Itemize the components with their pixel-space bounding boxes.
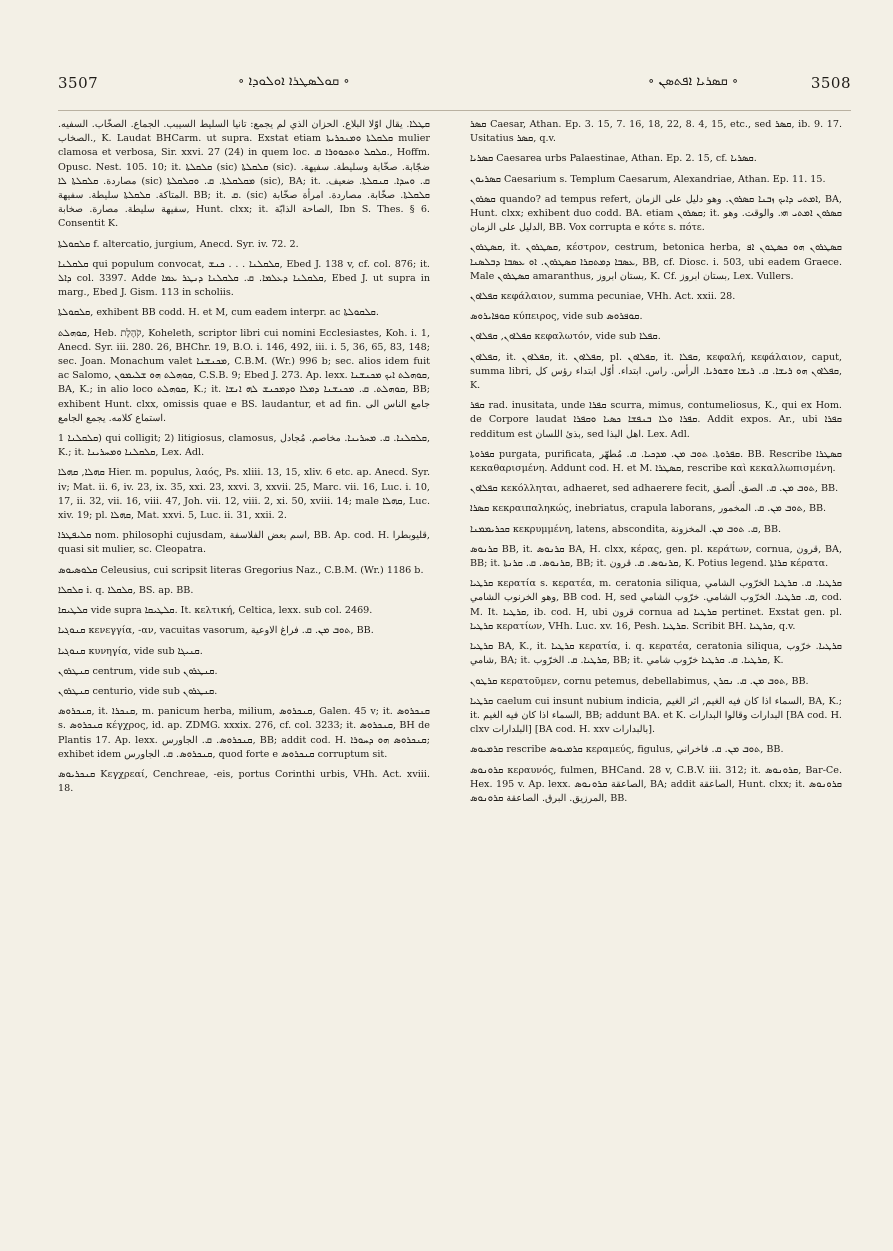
dictionary-entry <box>58 564 430 578</box>
header-divider <box>58 110 851 111</box>
dictionary-entry <box>470 482 842 496</box>
dictionary-entry <box>58 327 430 426</box>
dictionary-entry <box>58 624 430 638</box>
dictionary-entry <box>470 502 842 516</box>
dictionary-entry <box>470 173 842 187</box>
entry-text: ܩܦܠܐܘܢ, it. ܩܦܠܐܘܢ, it. ܩܦܠܐܘܢ, pl. ܩܦܠܐܘܢ, it. ܩܦܠܐ, κεφαλή, κεφάλαιον, caput, summa libri, ܩܦܠܐܘܢ ܗܘ ܪܝܫܐ. ܩ. ܪܝܫܐ ܘܫܘܪܝܐ. الرأس. راس. ابتداء. أوّل ابتداء رؤس كل, K. <box>470 351 842 392</box>
entry-text: ܩܪܛܘܢ κερατοῦμεν, cornu petemus, debellabimus, ܬܘܒ ܡܢ. ܩ. ܢܩܪܢ, BB. <box>470 675 809 687</box>
entry-text: ܩܦܠܐܘܢ, ܩܦܠܐܘܢ κεφαλωτόν, vide sub ܩܦܠܐ. <box>470 331 661 343</box>
page-number-right: 3508 <box>810 74 851 92</box>
entry-text: ܩܣܛܪܘܢ, it. ܩܣܛܪܘܢ, κέστρον, cestrum, betonica herba, ܩܣܛܪܘܢ ܗܘ ܟܣܛܘܢ ܐܦ ܥܣܒܐ ܕܡܬܩܪܐ ܩܣܛܪܘܢ. ܐܘ ܥܣܒܐ ܕܒܠܣܢܐ, BB, cf. Diosc. i. 503, ubi eadem Graece. Male ܩܣܛܪܘܢ amaranthus, بستان ابروز, K. Cf. بستان ابروز, Lex. Vullers. <box>470 242 842 282</box>
dictionary-entry <box>58 645 430 659</box>
entry-text: ܩܟܪܝܡܡܢܐ κεκρυμμένη, latens, abscondita, ܩ. ܬܘܒ ܡܢ. المخزونة, BB. <box>470 523 782 535</box>
dictionary-entry <box>470 399 842 442</box>
dictionary-entry <box>470 193 842 236</box>
dictionary-entry <box>58 466 430 523</box>
running-title-left: ∘ ܩܘܠܣܛܪܐ ܐܘܠܘܕܐ ∘ <box>238 74 350 89</box>
entry-text: ܩܘܦܐܝܪܘܣ κύπειρος, vide sub ܩܘܦܪܘܣ. <box>470 311 643 323</box>
dictionary-entry <box>470 743 842 757</box>
entry-text: ܩܪܛܝܐ κερατία s. κερατέα, m. ceratonia siliqua, ܩܪܛܝܐ. ܩ. ܩܪܛܝܐ الخرّوب الشامي وهو الخرنوب الشامي, BB cod. H, sed ܩ. ܩܪܛܝܐ. الخرّوب الشامي. خرّوب الشامي, cod. M. It. ܩܪܛܝܐ, ib. cod. H, ubi قرون cornua ad ܩܪܛܝܐ pertinet. Exstat gen. pl. ܩܪܛܝܐ κερατίων, VHh. Luc. xv. 16, Pesh. ܩܪܛܝܐ. Scribit BH. ܩܪܛܝܐ, q.v. <box>470 578 842 632</box>
entry-text: ܩܣܪܝܘܢ Caesarium s. Templum Caesarum, Alexandriae, Athan. Ep. 11. 15. <box>470 173 826 185</box>
entry-text: ܩܠܩܠܐ i. q. ܩܠܩܠܐ, BS. ap. BB. <box>58 584 194 596</box>
dictionary-entry <box>470 543 842 571</box>
entry-text: ܩܢܛܪܘܢ centrum, vide sub ܩܢܛܪܘܢ. <box>58 665 218 677</box>
left-column <box>58 118 430 1228</box>
entry-text: ܩܦܠܐܘܢ κεκόλληται, adhaeret, sed adhaerere fecit, ܬܘܒ ܡܢ. ܩ. الصق. ألصق, BB. <box>470 483 839 495</box>
dictionary-entry <box>58 238 430 252</box>
dictionary-entry <box>58 685 430 699</box>
right-column <box>470 118 842 1228</box>
entry-text: ܩܠܘܣܝܘܣ Celeusius, cui scripsit literas Gregorius Naz., C.B.M. (Wr.) 1186 b. <box>58 564 424 576</box>
dictionary-entry <box>58 705 430 762</box>
entry-text: ܩܢܘܓܝܐ κενεγγία, -αν, vacuitas vasorum, ܬܘܒ ܡܢ. ܩ. فراغ الاوعية, BB. <box>58 625 374 637</box>
entry-text: ܩܗܠܐ, ܩܗܠܐ Hier. m. populus, λαός, Ps. xliii. 13, 15, xliv. 6 etc. ap. Anecd. Syr. iv; Mat. ii. 6, iv. 23, ix. 35, xxi. 23, xxvi. 3, xxvii. 25, Marc. vii. 16, Luc. i. 10, 17, ii. 32, vii. 16, viii. 47, Joh. vii. 12, viii. 2, xi. 50, xviii. 14; male ܩܗܠܐ, Luc. xiv. 19; pl. ܩܗܠܐ, Mat. xxvi. 5, Luc. ii. 31, xxii. 2. <box>58 467 430 522</box>
dictionary-entry <box>470 764 842 807</box>
entry-text: ܩܢܟܪܝܘܣ Κεγχρεαί, Cenchreae, -eis, portus Corinthi urbis, VHh. Act. xviii. 18. <box>58 768 430 795</box>
dictionary-entry <box>58 529 430 557</box>
dictionary-entry <box>470 523 842 537</box>
entry-text: ܩܠܩܠܢܐ 1) qui colligit; 2) litigiosus, clamosus, ܩܠܩܠܢܐ. ܩ. ܡܚܪܝܢܐ. مخاصم. مُجادل, K.; it. ܩܠܩܠܢܐ ܘܡܚܪܝܢܐ, Lex. Adl. <box>58 433 430 459</box>
dictionary-entry <box>58 118 430 232</box>
entry-text: ܩܠܩܠܢܐ qui populum convocat, ܩܠܩܠܢܐ . . . ܟܢܫ, Ebed J. 138 v, cf. col. 876; it. ܕܐܠ col. 3397. Adde ܩܠܩܠܢܐ ܕܥܠܡܐ. ܩ. ܩܠܩܠܢܐ ܕܢܛܪ ܥܡܐ, Ebed J. ut supra in marg., Ebed J. Gism. 113 in scholiis. <box>58 258 430 299</box>
dictionary-entry <box>470 695 842 738</box>
entry-text: ܩܪܢܘܣ BB, it. ܩܪܢܘܣ BA, H. clxx, κέρας, gen. pl. κεράτων, cornua, قرون, BA, BB; it. ܩܪܢܘܣ. ܩ. ܩܪܢܬܐ, BB; it. ܩܪܢܘܣ. ܩ. قرون, K. Potius legend. ܩܪܐܬܐ κέρατα. <box>470 543 842 570</box>
entry-text: ܩܢܟܪܘܣ, it. ܩܢܟܪܐ, m. panicum herba, milium, ܩܢܟܪܘܣ, Galen. 45 v; it. ܩܢܟܪܘܣ s. ܩܢܟܪܘܣ κέγχρος, id. ap. ZDMG. xxxix. 276, cf. col. 3233; it. ܩܢܟܪܘܣ, BH de Plantis 17. Ap. lexx. ܩܢܟܪܘܣ. ܩ. الجاورس, BB; addit cod. H. ܩܢܟܪܘܣ ܗܘ ܕܚܘܪܐ; exhibet idem ܩܢܟܪܘܣ. ܩ. الجاورس, quod forte e ܩܢܟܪܘܣ corruptum sit. <box>58 706 430 760</box>
dictionary-entry <box>470 577 842 634</box>
dictionary-entry <box>470 330 842 344</box>
dictionary-entry <box>58 306 430 320</box>
dictionary-entry <box>470 310 842 324</box>
dictionary-entry <box>58 258 430 301</box>
entry-text: ܩܠܩܘܠܬܐ f. altercatio, jurgium, Anecd. Syr. iv. 72. 2. <box>58 238 299 250</box>
entry-text: ܩܛܠܐ. يقال اوّلا البلاع. الحزان الذي لم يجمع: تانيا السليط السيبب. الجماع. الصخّاب. السفيه. الصخاب., K. Laudat BHCarm. ut supra. Exstat etiam ܩܠܩܠܬܐ ܘܡܢܟܪܝܬܐ mulier clamosa et verbosa, Sir. xxvi. 27 (24) in quem loc. ܩܠܩܠ ܘܬܟܘܘܪܐ ܩ., Hoffm. Opusc. Nest. 105. 10; it. ܩܠܩܠܬܐ (sic) ܩܠܩܠܬܐ (sic). ضجّابة. صخّابة وسليطة. سفيهة. مصاردة. ܩܠܩܠܬܐ ܠܐ (sic) ܡܩܠܩܠܬܐ. ܩ. ܘܩܠܩܠܬܐ (sic), BA; it. ܩ. ܘܚܕܐ. ܩܢܩܠܬܐ. ضعيف. المتاكة. ܩܠܩܠܬܐ سليطة. سفيهة. BB; it. ܩ. (sic) ܩܠܩܠܬܐ. صخّابة. مصاردة. امرأة صخّابة سفيهة سليطة. مصارة. صخابة, Hunt. clxx; it. الصاحة الذابّة, Ibn S. Thes. § 6. Consentit K. <box>58 119 430 230</box>
entry-text: ܩܪܛܝܐ BA, K., it. ܩܪܛܝܐ κερατία, i. q. κερατέα, ceratonia siliqua, ܩܪܛܝܐ. خرّوب شامي, BA; it. ܩܪܛܝܐ. ܩ. الخرّوب, BB; it. ܩܪܛܝܐ. ܩ. ܩܪܛܝܐ خرّوب شامي, K. <box>470 641 842 667</box>
entry-text: ܩܢܛܪܘܢ centurio, vide sub ܩܢܛܪܘܢ. <box>58 685 218 697</box>
dictionary-entry <box>470 290 842 304</box>
dictionary-entry <box>470 448 842 476</box>
dictionary-entry <box>470 241 842 284</box>
dictionary-entry <box>470 351 842 394</box>
entry-text: ܩܢܘܓܝܐ κυνηγία, vide sub ܩܢܝܓܐ. <box>58 645 203 657</box>
entry-text: ܩܦܠܐܘܢ κεφάλαιον, summa pecuniae, VHh. Act. xxii. 28. <box>470 291 736 303</box>
dictionary-entry <box>58 768 430 796</box>
entry-text: ܩܪܛܝܐ caelum cui insunt nubium indicia, السماء اذا كان فيه الغيم, اثر الغيم, BA, K.; it. السماء اذا كان فيه الغيم, BB; addunt BA. et K. البدارات وقالوا البدارات [BA cod. H. clxv البلدارات] [BA cod. H. xxv بالبدارات]. <box>470 695 842 736</box>
page-number-left: 3507 <box>58 74 99 92</box>
running-title-right: ∘ ܩܣܪܝܐ ܐܦܬܣܢ ∘ <box>648 74 739 89</box>
entry-text: ܩܪܘܢܘܣ κεραυνός, fulmen, BHCand. 28 v, C.B.V. iii. 312; it. ܩܪܘܢܘܣ, Bar-Ce. Hex. 195 v. Ap. lexx. الصاعقة ܩܪܘܢܘܣ, BA; addit الصاعقة, Hunt. clxx; it. ܩܪܘܢܘܣ المرزيق. البرق. الصاعقة ܩܪܘܢܘܣ, BB. <box>470 764 842 804</box>
entry-text: ܩܣܪܐ κεκραιπαληκώς, inebriatus, crapula laborans, ܬܘܒ ܡܢ. ܩ. المخمور, BB. <box>470 503 827 515</box>
dictionary-entry <box>470 640 842 668</box>
dictionary-entry <box>470 675 842 689</box>
dictionary-entry <box>58 432 430 460</box>
entry-text: ܩܪܡܝܘܣ rescribe ܩܪܡܝܘܣ κεραμεύς, figulus, ܬܘܒ ܡܢ. ܩ. فاخراني, BB. <box>470 744 784 756</box>
entry-text: ܩܦܪ rad. inusitata, unde ܩܦܪܐ scurra, mimus, contumeliosus, K., qui ex Hom. de Corpore laudat ܩܦܪܐ ܘܠܐ ܒܢܦܫܐ ܟܣܝܐ ܘܩܦܪܐ. Addit expos. Ar., ubi ܩܦܪܐ redditum est بذئ اللسان, sed اهل البذا. Lex. Adl. <box>470 400 842 440</box>
entry-text: ܩܠܩܘܠܬܐ, exhibent BB codd. H. et M, cum eadem interpr. ac ܩܠܩܘܠܬܐ. <box>58 307 379 319</box>
entry-text: ܩܦܪܘܬܐ purgata, purificata, ܩܦܪܘܬܐ. ܬܘܒ ܡܢ. ܡܕܟܝܐ. ܩ. مُطهّر. BB. Rescribe ܩܣܛܪܐ κεκαθαρισμένη. Addunt cod. H. et M. ܩܣܛܪܐ, rescribe καὶ κεκαλλωπισμένη. <box>470 448 842 475</box>
dictionary-entry <box>58 665 430 679</box>
entry-text: ܩܠܛܝܩܐ vide supra ܩܠܛܝܩܐ. It. κελτική, Celtica, lexx. sub col. 2469. <box>58 605 373 617</box>
page-header <box>58 70 851 100</box>
entry-text: ܩܠܝܦܛܪܐ nom. philosophi cujusdam, اسم بعض الفلاسفة, BB. Ap. cod. H. قليوبطرا, quasi sit mulier, sc. Cleopatra. <box>58 530 430 556</box>
entry-text: ܩܣܪ Caesar, Athan. Ep. 3. 15, 7. 16, 18, 22, 8. 4, 15, etc., sed ܩܣܪ, ib. 9. 17. Usitatius ܩܣܪ, q.v. <box>470 119 842 145</box>
dictionary-entry <box>470 152 842 166</box>
entry-text: ܩܣܪܘܢ quando? ad tempus refert, ܐܡܬܝ ܕܐܝܟ ܙܒܢܐ ܩܣܪܘܢ. وهو دليل على الزمان, BA, Hunt. clxx; exhibent duo codd. BA. etiam ܩܣܪܘܢ; it. ܩܣܪܘܢ ܐܡܬܝ ܗܝ. والوقت. وهو الدليل على الزمان, BB. Vox corrupta e κότε s. πότε. <box>470 193 842 234</box>
entry-text: ܩܣܪܝܐ Caesarea urbs Palaestinae, Athan. Ep. 2. 15, cf. ܩܣܪܝܐ. <box>470 153 757 165</box>
dictionary-entry <box>470 118 842 146</box>
dictionary-entry <box>58 604 430 618</box>
entry-text: ܩܘܗܠܬ, Heb. קֹהֶלֶת, Koheleth, scriptor libri cui nomini Ecclesiastes, Koh. i. 1, Anecd. Syr. iii. 280. 26, BHChr. 19, B.O. i. 146, 492, iii. i. 5, 36, 65, 83, 148; sec. Joan. Monachum valet ܡܟܢܫܢܐ, C.B.M. (Wr.) 996 b; sec. alios idem fuit ac Salomo, ܩܘܗܠܬ ܗܘ ܫܠܝܡܘܢ, C.S.B. 9; Ebed J. 273. Ap. lexx. ܩܘܗܠܬ ܐܝܟ ܡܟܢܫܢܐ, BA, K.; in alio loco ܩܘܗܠܬ, K.; it. ܩܘܗܠܬ. ܩ. ܡܟܢܫܢܐ ܕܡܠܐ ܘܕܡܟܢܫ ܠܗ ܐܢܫܐ, BB; exhibent Hunt. clxx, omissis quae e BS. laudantur, et ad fin. جامع الناس الى استماع كلامه. يجمع الجامع. <box>58 327 430 424</box>
dictionary-entry <box>58 584 430 598</box>
